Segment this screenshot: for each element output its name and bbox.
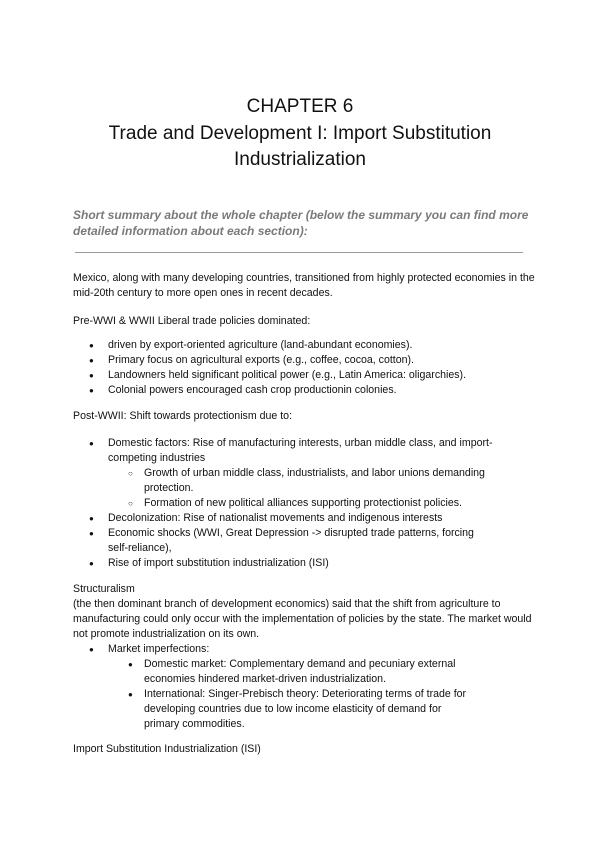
intro-paragraph: Mexico, along with many developing countries, transitioned from highly protected economies in the mid-20th century to more open ones in recent decades.	[73, 272, 535, 299]
sub-list-item: ● International: Singer-Prebisch theory: Deteriorating terms of trade for developing countries due to low income elasticity of demand for primary commodities.	[73, 687, 543, 732]
list-item: ● Decolonization: Rise of nationalist movements and indigenous interests	[73, 511, 543, 526]
list-item: ● Market imperfections:	[73, 642, 543, 657]
sub-list-item: ● Domestic market: Complementary demand and pecuniary external economies hindered market-driven industrialization.	[73, 657, 543, 687]
structuralism-heading: Structuralism	[73, 583, 135, 595]
summary-note: Short summary about the whole chapter (below the summary you can find more detailed information about each section):	[73, 208, 529, 238]
list-item: ● Economic shocks (WWI, Great Depression -> disrupted trade patterns, forcing self-reliance),	[73, 526, 543, 556]
chapter-heading	[0, 94, 600, 174]
chapter-number: CHAPTER 6	[246, 96, 354, 117]
list-item: ● driven by export-oriented agriculture (land-abundant economies).	[73, 338, 543, 353]
chapter-title-line-2: Industrialization	[233, 149, 367, 170]
list-item: ● Colonial powers encouraged cash crop productionin colonies.	[73, 383, 543, 398]
isi-heading: Import Substitution Industrialization (ISI)	[73, 743, 261, 755]
post-wwii-heading: Post-WWII: Shift towards protectionism due to:	[73, 410, 293, 422]
structuralism-list	[73, 642, 543, 732]
horizontal-divider	[75, 252, 523, 253]
post-wwii-list	[73, 436, 543, 571]
sub-list-item: ○ Formation of new political alliances supporting protectionist policies.	[73, 496, 543, 511]
pre-wwi-list	[73, 338, 543, 398]
chapter-title-line-1: Trade and Development I: Import Substitution	[108, 122, 492, 144]
list-item: ● Landowners held significant political power (e.g., Latin America: oligarchies).	[73, 368, 543, 383]
list-item: ● Primary focus on agricultural exports (e.g., coffee, cocoa, cotton).	[73, 353, 543, 368]
structuralism-body: (the then dominant branch of development economics) said that the shift from agriculture to manufacturing could only occur with the implementation of policies by the state. The market would not promote industrialization on its own.	[73, 598, 532, 640]
list-item: ● Rise of import substitution industrialization (ISI)	[73, 556, 543, 571]
list-item: ● Domestic factors: Rise of manufacturing interests, urban middle class, and import-competing industries	[73, 436, 543, 466]
sub-list-item: ○ Growth of urban middle class, industrialists, and labor unions demanding protection.	[73, 466, 543, 496]
pre-wwi-heading: Pre-WWI & WWII Liberal trade policies dominated:	[73, 315, 311, 327]
